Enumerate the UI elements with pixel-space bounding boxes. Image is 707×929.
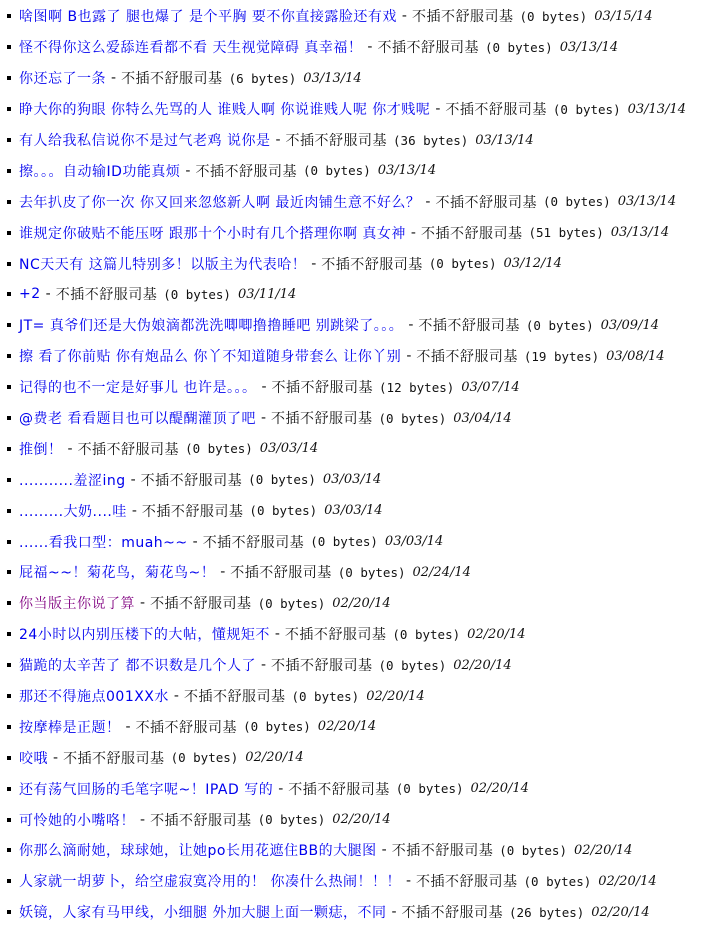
- post-size: (0 bytes): [519, 8, 588, 24]
- separator: -: [260, 410, 267, 427]
- separator: -: [425, 193, 431, 210]
- bullet-icon: [7, 478, 11, 482]
- post-author: 不插不舒服司基: [391, 843, 494, 860]
- list-item: [0, 63, 707, 94]
- bullet-icon: [7, 663, 11, 667]
- post-size: (12 bytes): [379, 379, 455, 395]
- post-title-link[interactable]: ......看我口型：muah~~: [19, 534, 188, 551]
- post-title-link[interactable]: 睁大你的狗眼 你特么先骂的人 谁贱人啊 你说谁贱人呢 你才贱呢: [19, 102, 431, 119]
- bullet-icon: [7, 323, 11, 327]
- separator: -: [192, 533, 198, 550]
- post-title-link[interactable]: NC天天有 这篇儿特别多！以版主为代表哈！: [19, 256, 307, 273]
- post-author: 不插不舒服司基: [420, 225, 523, 242]
- bullet-icon: [7, 354, 11, 358]
- post-size: (0 bytes): [291, 688, 360, 704]
- bullet-icon: [7, 540, 11, 544]
- separator: -: [131, 502, 137, 519]
- post-title-link[interactable]: 还有荡气回肠的毛笔字呢~！IPAD 写的: [19, 781, 274, 798]
- separator: -: [261, 379, 267, 396]
- post-size: (0 bytes): [257, 812, 326, 828]
- post-author: 不插不舒服司基: [271, 658, 373, 675]
- bullet-icon: [7, 292, 11, 296]
- list-item: [0, 372, 707, 403]
- post-date: 03/04/14: [453, 410, 512, 426]
- post-author: 不插不舒服司基: [77, 441, 180, 458]
- post-author: 不插不舒服司基: [183, 689, 286, 706]
- post-date: 02/20/14: [470, 781, 529, 797]
- post-size: (0 bytes): [542, 194, 611, 210]
- post-size: (36 bytes): [393, 132, 469, 148]
- post-title-link[interactable]: 推倒！: [19, 441, 63, 458]
- post-title-link[interactable]: 谁规定你破贴不能压呀 跟那十个小时有几个搭理你啊 真女神: [19, 225, 406, 242]
- post-author: 不插不舒服司基: [150, 596, 252, 613]
- post-date: 03/15/14: [594, 8, 653, 24]
- post-date: 02/20/14: [245, 750, 304, 766]
- separator: -: [406, 348, 412, 365]
- post-author: 不插不舒服司基: [416, 874, 518, 891]
- post-author: 不插不舒服司基: [195, 163, 297, 180]
- post-title-link[interactable]: 24小时以内别压楼下的大帖，懂规矩不: [19, 627, 270, 644]
- post-author: 不插不舒服司基: [202, 534, 305, 551]
- post-title-link[interactable]: 妖镜，人家有马甲线，小细腿 外加大腿上面一颗痣，不同: [19, 905, 387, 922]
- post-date: 03/03/14: [259, 441, 319, 457]
- post-size: (0 bytes): [302, 163, 371, 179]
- post-size: (0 bytes): [170, 750, 239, 766]
- separator: -: [381, 842, 387, 859]
- post-date: 03/09/14: [600, 317, 659, 333]
- post-title-link[interactable]: JT= 真爷们还是大伪娘滴都洗洗唧唧撸撸睡吧 别跳梁了。。。: [19, 318, 404, 335]
- list-item: [0, 94, 707, 125]
- bullet-icon: [7, 447, 11, 451]
- separator: -: [410, 224, 416, 241]
- post-size: (19 bytes): [523, 348, 600, 364]
- separator: -: [275, 132, 281, 148]
- list-item: [0, 341, 707, 372]
- separator: -: [45, 286, 51, 303]
- bullet-icon: [7, 231, 11, 235]
- post-author: 不插不舒服司基: [55, 287, 158, 304]
- list-item: [0, 495, 707, 526]
- list-item: [0, 835, 707, 866]
- separator: -: [67, 440, 73, 457]
- list-item: [0, 279, 707, 310]
- post-size: (0 bytes): [337, 564, 406, 580]
- post-title-link[interactable]: 怪不得你这么爱舔连看都不看 天生视觉障碍 真幸福！: [19, 40, 363, 57]
- post-date: 02/24/14: [412, 564, 471, 580]
- post-title-link[interactable]: 记得的也不一定是好事儿 也许是。。。: [19, 380, 257, 397]
- list-item: [0, 464, 707, 495]
- list-item: [0, 1, 707, 32]
- post-title-link[interactable]: +2: [19, 286, 41, 303]
- separator: -: [130, 471, 136, 488]
- post-date: 03/11/14: [237, 286, 297, 302]
- post-size: (0 bytes): [552, 101, 621, 117]
- post-date: 02/20/14: [573, 842, 633, 858]
- separator: -: [260, 657, 267, 674]
- list-item: [0, 711, 707, 742]
- post-title-link[interactable]: 人家就一胡萝卜，给空虚寂寞冷用的！ 你凑什么热闹！！！: [19, 874, 401, 891]
- post-size: (0 bytes): [428, 256, 497, 272]
- post-size: (51 bytes): [528, 225, 604, 241]
- list-item: [0, 650, 707, 681]
- post-author: 不插不舒服司基: [135, 719, 238, 736]
- post-size: (0 bytes): [249, 503, 318, 519]
- post-author: 不插不舒服司基: [150, 812, 252, 829]
- post-author: 不插不舒服司基: [411, 9, 514, 26]
- bullet-icon: [7, 138, 11, 142]
- post-size: (0 bytes): [163, 286, 231, 302]
- bullet-icon: [7, 107, 11, 111]
- post-author: 不插不舒服司基: [416, 349, 518, 366]
- bullet-icon: [7, 200, 11, 204]
- post-author: 不插不舒服司基: [445, 102, 547, 119]
- post-date: 02/20/14: [467, 626, 526, 642]
- post-date: 02/20/14: [332, 812, 391, 828]
- list-item: [0, 526, 707, 557]
- bullet-icon: [7, 879, 11, 883]
- post-size: (0 bytes): [378, 410, 447, 426]
- post-size: (0 bytes): [185, 441, 253, 457]
- separator: -: [140, 595, 146, 612]
- post-size: (0 bytes): [523, 873, 592, 889]
- bullet-icon: [7, 262, 11, 266]
- post-date: 02/20/14: [317, 719, 377, 735]
- post-author: 不插不舒服司基: [435, 194, 537, 211]
- post-date: 03/13/14: [617, 194, 677, 210]
- post-date: 03/13/14: [377, 163, 437, 179]
- post-author: 不插不舒服司基: [230, 565, 332, 582]
- bullet-icon: [7, 416, 11, 420]
- post-title-link[interactable]: 去年扒皮了你一次 你又回来忽悠新人啊 最近肉铺生意不好么？: [19, 194, 421, 211]
- separator: -: [220, 564, 226, 581]
- post-author: 不插不舒服司基: [140, 472, 243, 489]
- list-item: [0, 403, 707, 434]
- separator: -: [185, 162, 191, 179]
- list-item: [0, 32, 707, 63]
- bullet-icon: [7, 725, 11, 729]
- post-title-link[interactable]: 擦 看了你前贴 你有炮品么 你丫不知道随身带套么 让你丫别: [19, 349, 402, 366]
- separator: -: [173, 688, 179, 705]
- post-date: 03/13/14: [475, 132, 534, 148]
- post-title-link[interactable]: 咬哦: [19, 750, 48, 767]
- list-item: [0, 186, 707, 217]
- post-title-link[interactable]: 啥图啊 B也露了 腿也爆了 是个平胸 要不你直接露脸还有戏: [19, 9, 397, 26]
- post-date: 02/20/14: [366, 688, 425, 704]
- list-item: [0, 866, 707, 897]
- post-author: 不插不舒服司基: [271, 380, 374, 397]
- post-author: 不插不舒服司基: [285, 133, 388, 149]
- bullet-icon: [7, 694, 11, 698]
- list-item: [0, 897, 707, 928]
- separator: -: [391, 904, 397, 921]
- post-size: (0 bytes): [257, 595, 326, 611]
- post-title-link[interactable]: 按摩棒是正题！: [19, 719, 121, 736]
- post-size: (6 bytes): [228, 70, 297, 86]
- post-author: 不插不舒服司基: [284, 627, 387, 644]
- bullet-icon: [7, 632, 11, 636]
- list-item: [0, 433, 707, 464]
- bullet-icon: [7, 818, 11, 822]
- post-title-link[interactable]: .........大奶....哇: [19, 503, 127, 520]
- post-author: 不插不舒服司基: [401, 905, 504, 922]
- separator: -: [53, 749, 59, 766]
- post-author: 不插不舒服司基: [418, 318, 520, 335]
- separator: -: [125, 718, 131, 735]
- post-date: 03/07/14: [461, 379, 520, 395]
- bullet-icon: [7, 169, 11, 173]
- post-title-link[interactable]: @费老 看看题目也可以醍醐灌顶了吧: [19, 411, 256, 428]
- bullet-icon: [7, 848, 11, 852]
- bullet-icon: [7, 601, 11, 605]
- post-title-link[interactable]: 擦。。。自动输ID功能真烦: [19, 163, 181, 180]
- post-title-link[interactable]: ...........羞涩ing: [19, 472, 126, 489]
- list-item: [0, 248, 707, 279]
- post-author: 不插不舒服司基: [141, 503, 244, 520]
- list-item: [0, 155, 707, 186]
- post-author: 不插不舒服司基: [121, 71, 223, 88]
- bullet-icon: [7, 385, 11, 389]
- post-size: (0 bytes): [499, 842, 567, 858]
- post-date: 02/20/14: [453, 657, 512, 673]
- post-title-link[interactable]: 屁福~~！菊花鸟，菊花鸟~！: [19, 565, 216, 582]
- list-item: [0, 804, 707, 835]
- post-date: 02/20/14: [591, 904, 650, 920]
- list-item: [0, 773, 707, 804]
- list-item: [0, 310, 707, 341]
- post-date: 03/03/14: [322, 472, 382, 488]
- post-date: 03/13/14: [610, 225, 670, 241]
- list-item: [0, 681, 707, 712]
- post-date: 03/13/14: [627, 101, 686, 117]
- post-date: 03/13/14: [559, 39, 619, 55]
- bullet-icon: [7, 570, 11, 574]
- separator: -: [367, 39, 373, 56]
- post-size: (0 bytes): [310, 534, 378, 550]
- separator: -: [405, 873, 412, 890]
- post-author: 不插不舒服司基: [288, 781, 390, 798]
- post-title-link[interactable]: 猫跪的太辛苦了 都不识数是几个人了: [19, 658, 256, 675]
- bullet-icon: [7, 910, 11, 914]
- separator: -: [274, 626, 280, 643]
- post-title-link[interactable]: 可怜她的小嘴咯！: [19, 812, 135, 829]
- list-item: [0, 557, 707, 588]
- list-item: [0, 217, 707, 248]
- bullet-icon: [7, 76, 11, 80]
- list-item: [0, 742, 707, 773]
- post-date: 02/20/14: [332, 595, 391, 611]
- post-date: 03/12/14: [503, 256, 562, 272]
- separator: -: [435, 101, 441, 118]
- post-date: 03/13/14: [303, 70, 362, 86]
- post-date: 03/03/14: [324, 503, 383, 519]
- bullet-icon: [7, 45, 11, 49]
- post-size: (0 bytes): [395, 781, 464, 797]
- post-author: 不插不舒服司基: [321, 256, 423, 273]
- post-date: 02/20/14: [598, 873, 657, 889]
- separator: -: [111, 70, 117, 87]
- post-size: (0 bytes): [243, 719, 311, 735]
- post-author: 不插不舒服司基: [377, 40, 479, 57]
- post-author: 不插不舒服司基: [63, 750, 165, 767]
- post-date: 03/08/14: [606, 348, 665, 364]
- bullet-icon: [7, 14, 11, 18]
- post-size: (0 bytes): [378, 657, 447, 673]
- post-size: (0 bytes): [248, 472, 316, 488]
- separator: -: [408, 317, 414, 334]
- post-size: (0 bytes): [392, 626, 461, 642]
- separator: -: [278, 780, 284, 797]
- post-date: 03/03/14: [384, 534, 444, 550]
- post-size: (0 bytes): [525, 317, 594, 333]
- separator: -: [401, 8, 407, 25]
- post-title-link[interactable]: 你那么滴耐她，球球她，让她po长用花遮住BB的大腿图: [19, 843, 377, 860]
- list-item: [0, 125, 707, 156]
- post-title-link[interactable]: 你当版主你说了算: [19, 596, 135, 613]
- separator: -: [311, 255, 317, 272]
- bullet-icon: [7, 787, 11, 791]
- separator: -: [140, 811, 146, 828]
- post-title-link[interactable]: 那还不得施点001XX水: [19, 689, 169, 706]
- bullet-icon: [7, 756, 11, 760]
- bullet-icon: [7, 509, 11, 513]
- list-item: [0, 619, 707, 650]
- list-item: [0, 588, 707, 619]
- post-author: 不插不舒服司基: [271, 411, 373, 428]
- post-title-link[interactable]: 你还忘了一条: [19, 71, 106, 88]
- post-size: (0 bytes): [484, 39, 553, 55]
- post-title-link[interactable]: 有人给我私信说你不是过气老鸡 说你是: [19, 133, 271, 149]
- post-size: (26 bytes): [509, 904, 585, 920]
